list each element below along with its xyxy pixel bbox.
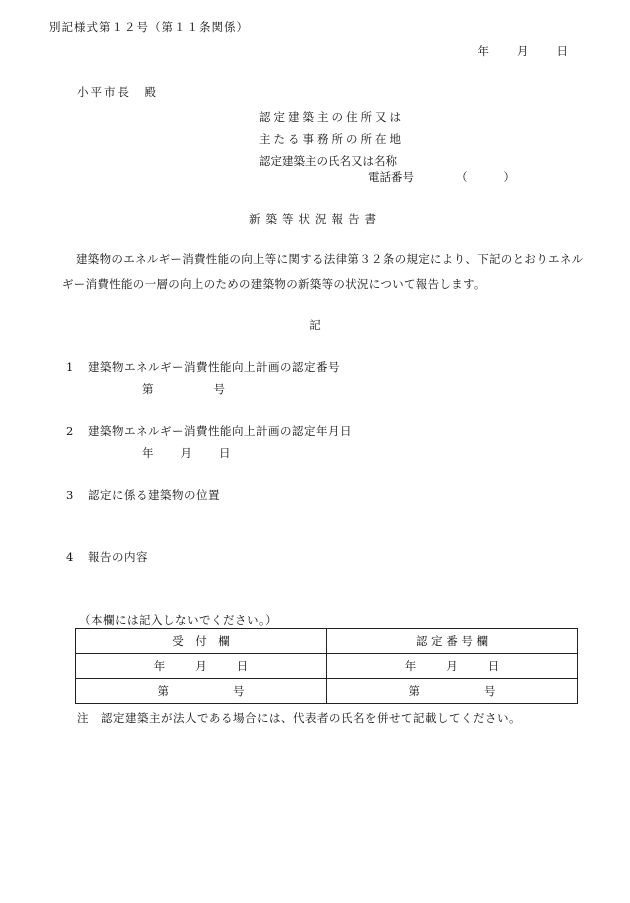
applicant-block (259, 106, 404, 172)
month-label: 月 (180, 446, 192, 460)
table-header-row (76, 629, 578, 654)
item-2-value (142, 445, 231, 461)
day-label: 日 (487, 659, 500, 673)
dai-label: 第 (142, 382, 154, 396)
phone-close-paren: ） (503, 170, 515, 184)
table-date-row (76, 654, 578, 679)
month-label: 月 (446, 659, 458, 673)
item-2 (66, 423, 352, 439)
applicant-office-label: 主たる事務所の所在地 (259, 132, 404, 146)
day-label: 日 (236, 659, 249, 673)
document-title: 新築等状況報告書 (249, 212, 381, 226)
cert-number-cell (327, 679, 578, 704)
item-1 (66, 359, 340, 375)
item-number: 3 (66, 488, 74, 502)
addressee: 小平市長 殿 (77, 85, 158, 99)
year-label: 年 (404, 659, 417, 673)
phone-label: 電話番号 (368, 170, 414, 184)
item-number: 4 (66, 550, 74, 564)
applicant-address-label: 認定建築主の住所又は (259, 110, 404, 124)
cert-date-cell (327, 654, 578, 679)
reception-date-cell (76, 654, 327, 679)
office-use-table (75, 628, 578, 704)
go-label: 号 (233, 684, 245, 698)
month-label: 月 (517, 44, 529, 58)
item-3 (66, 487, 220, 503)
form-number: 別記様式第１２号（第１１条関係） (49, 20, 249, 34)
applicant-name-label: 認定建築主の氏名又は名称 (259, 154, 397, 168)
item-label: 報告の内容 (88, 550, 148, 564)
footnote: 注 認定建築主が法人である場合には、代表者の氏名を併せて記載してください。 (77, 711, 521, 725)
item-number: 1 (66, 360, 74, 374)
phone-open-paren: （ (456, 170, 468, 184)
item-label: 認定に係る建築物の位置 (88, 488, 220, 502)
reception-number-cell (76, 679, 327, 704)
table-number-row (76, 679, 578, 704)
item-4 (66, 549, 148, 565)
dai-label: 第 (157, 684, 169, 698)
phone-line (368, 169, 515, 185)
item-1-value (142, 381, 225, 397)
year-label: 年 (477, 44, 489, 58)
item-label: 建築物エネルギー消費性能向上計画の認定年月日 (88, 424, 352, 438)
go-label: 号 (484, 684, 496, 698)
office-use-note: （本欄には記入しないでください。） (79, 613, 278, 627)
year-label: 年 (153, 659, 166, 673)
dai-label: 第 (408, 684, 420, 698)
year-label: 年 (142, 446, 154, 460)
body-paragraph: 建築物のエネルギー消費性能の向上等に関する法律第３２条の規定により、下記のとおりエネルギー消費性能の一層の向上のための建築物の新築等の状況について報告します。 (62, 252, 584, 291)
day-label: 日 (556, 44, 568, 58)
submission-date (478, 43, 569, 59)
item-label: 建築物エネルギー消費性能向上計画の認定番号 (88, 360, 340, 374)
go-label: 号 (213, 382, 225, 396)
day-label: 日 (219, 446, 231, 460)
ki-heading: 記 (309, 318, 321, 332)
item-number: 2 (66, 424, 74, 438)
reception-header: 受 付 欄 (76, 629, 327, 654)
cert-number-header: 認 定 番 号 欄 (327, 629, 578, 654)
month-label: 月 (195, 659, 207, 673)
